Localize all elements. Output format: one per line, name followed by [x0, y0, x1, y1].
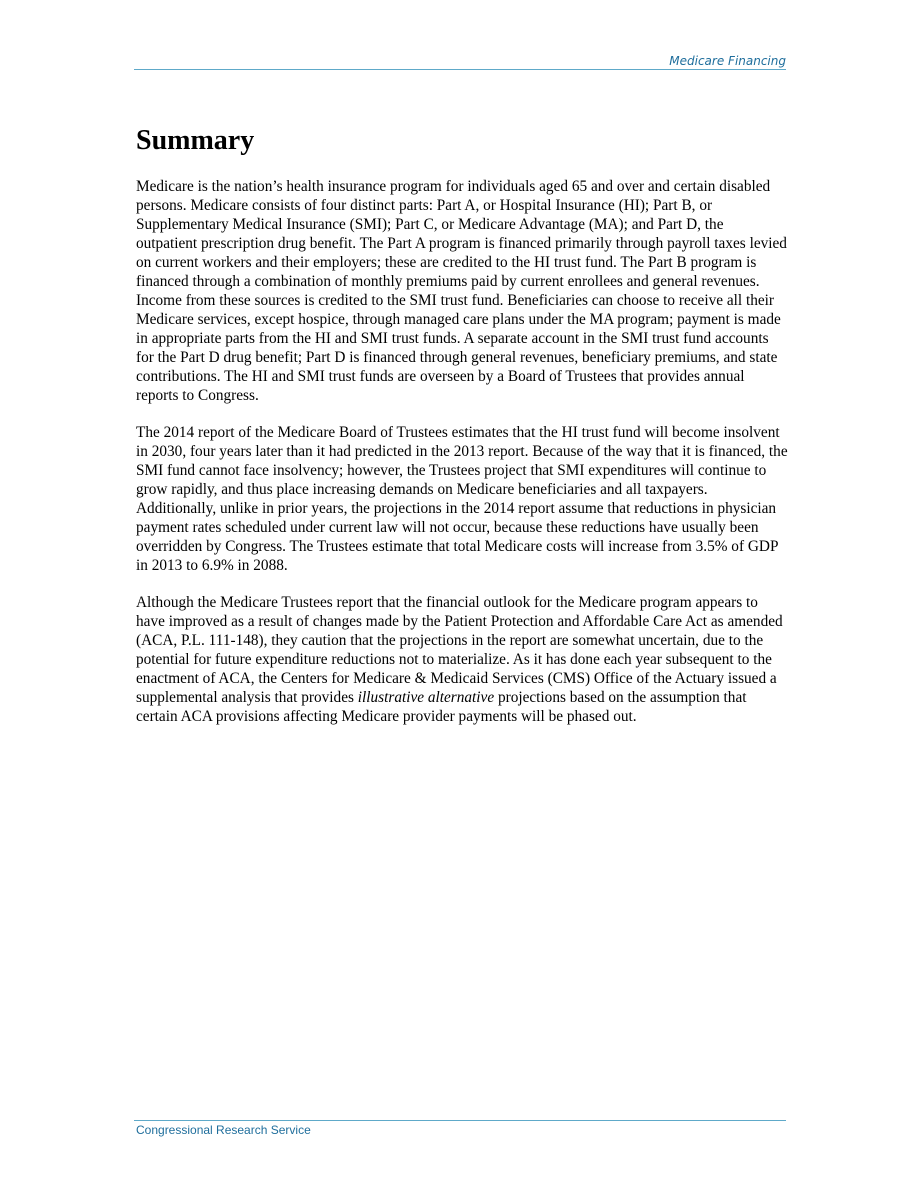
paragraph-3-text-end: projections based on the assumption that certain ACA provisions affecting Medicare provider payments will be phased out. [136, 689, 747, 725]
page-title: Summary [136, 125, 255, 156]
footer-divider [134, 1120, 786, 1121]
footer-organization: Congressional Research Service [136, 1123, 311, 1137]
summary-paragraph-1: Medicare is the nation’s health insurance program for individuals aged 65 and over and certain disabled persons. Medicare consists of four distinct parts: Part A, or Hospital Insurance (HI); Part B, or Supplementary Medical Insurance (SMI); Part C, or Medicare Advantage (MA); and Part D, the outpatient prescription drug benefit. The Part A program is financed primarily through payroll taxes levied on current workers and their employers; these are credited to the HI trust fund. The Part B program is financed through a combination of monthly premiums paid by current enrollees and general revenues. Income from these sources is credited to the SMI trust fund. Beneficiaries can choose to receive all their Medicare services, except hospice, through managed care plans under the MA program; payment is made in appropriate parts from the HI and SMI trust funds. A separate account in the SMI trust fund accounts for the Part D drug benefit; Part D is financed through general revenues, beneficiary premiums, and state contributions. The HI and SMI trust funds are overseen by a Board of Trustees that provides annual reports to Congress. [136, 178, 787, 404]
paragraph-3-text-start: Although the Medicare Trustees report that the financial outlook for the Medicare program appears to have improved as a result of changes made by the Patient Protection and Affordable Care Act as amended (ACA, P.L. 111-148), they caution that the projections in the report are somewhat uncertain, due to the potential for future expenditure reductions not to materialize. As it has done each year subsequent to the enactment of ACA, the Centers for Medicare & Medicaid Services (CMS) Office of the Actuary issued a supplemental analysis that provides [136, 594, 783, 706]
summary-paragraph-2: The 2014 report of the Medicare Board of Trustees estimates that the HI trust fund will become insolvent in 2030, four years later than it had predicted in the 2013 report. Because of the way that it is financed, the SMI fund cannot face insolvency; however, the Trustees project that SMI expenditures will continue to grow rapidly, and thus place increasing demands on Medicare beneficiaries and all taxpayers. Additionally, unlike in prior years, the projections in the 2014 report assume that reductions in physician payment rates scheduled under current law will not occur, because these reductions have usually been overridden by Congress. The Trustees estimate that total Medicare costs will increase from 3.5% of GDP in 2013 to 6.9% in 2088. [136, 424, 788, 574]
header-divider [134, 69, 786, 70]
paragraph-3-italic-phrase: illustrative alternative [357, 689, 495, 706]
summary-paragraph-3 [136, 593, 788, 726]
summary-body [136, 177, 788, 744]
running-header-title: Medicare Financing [669, 54, 786, 68]
